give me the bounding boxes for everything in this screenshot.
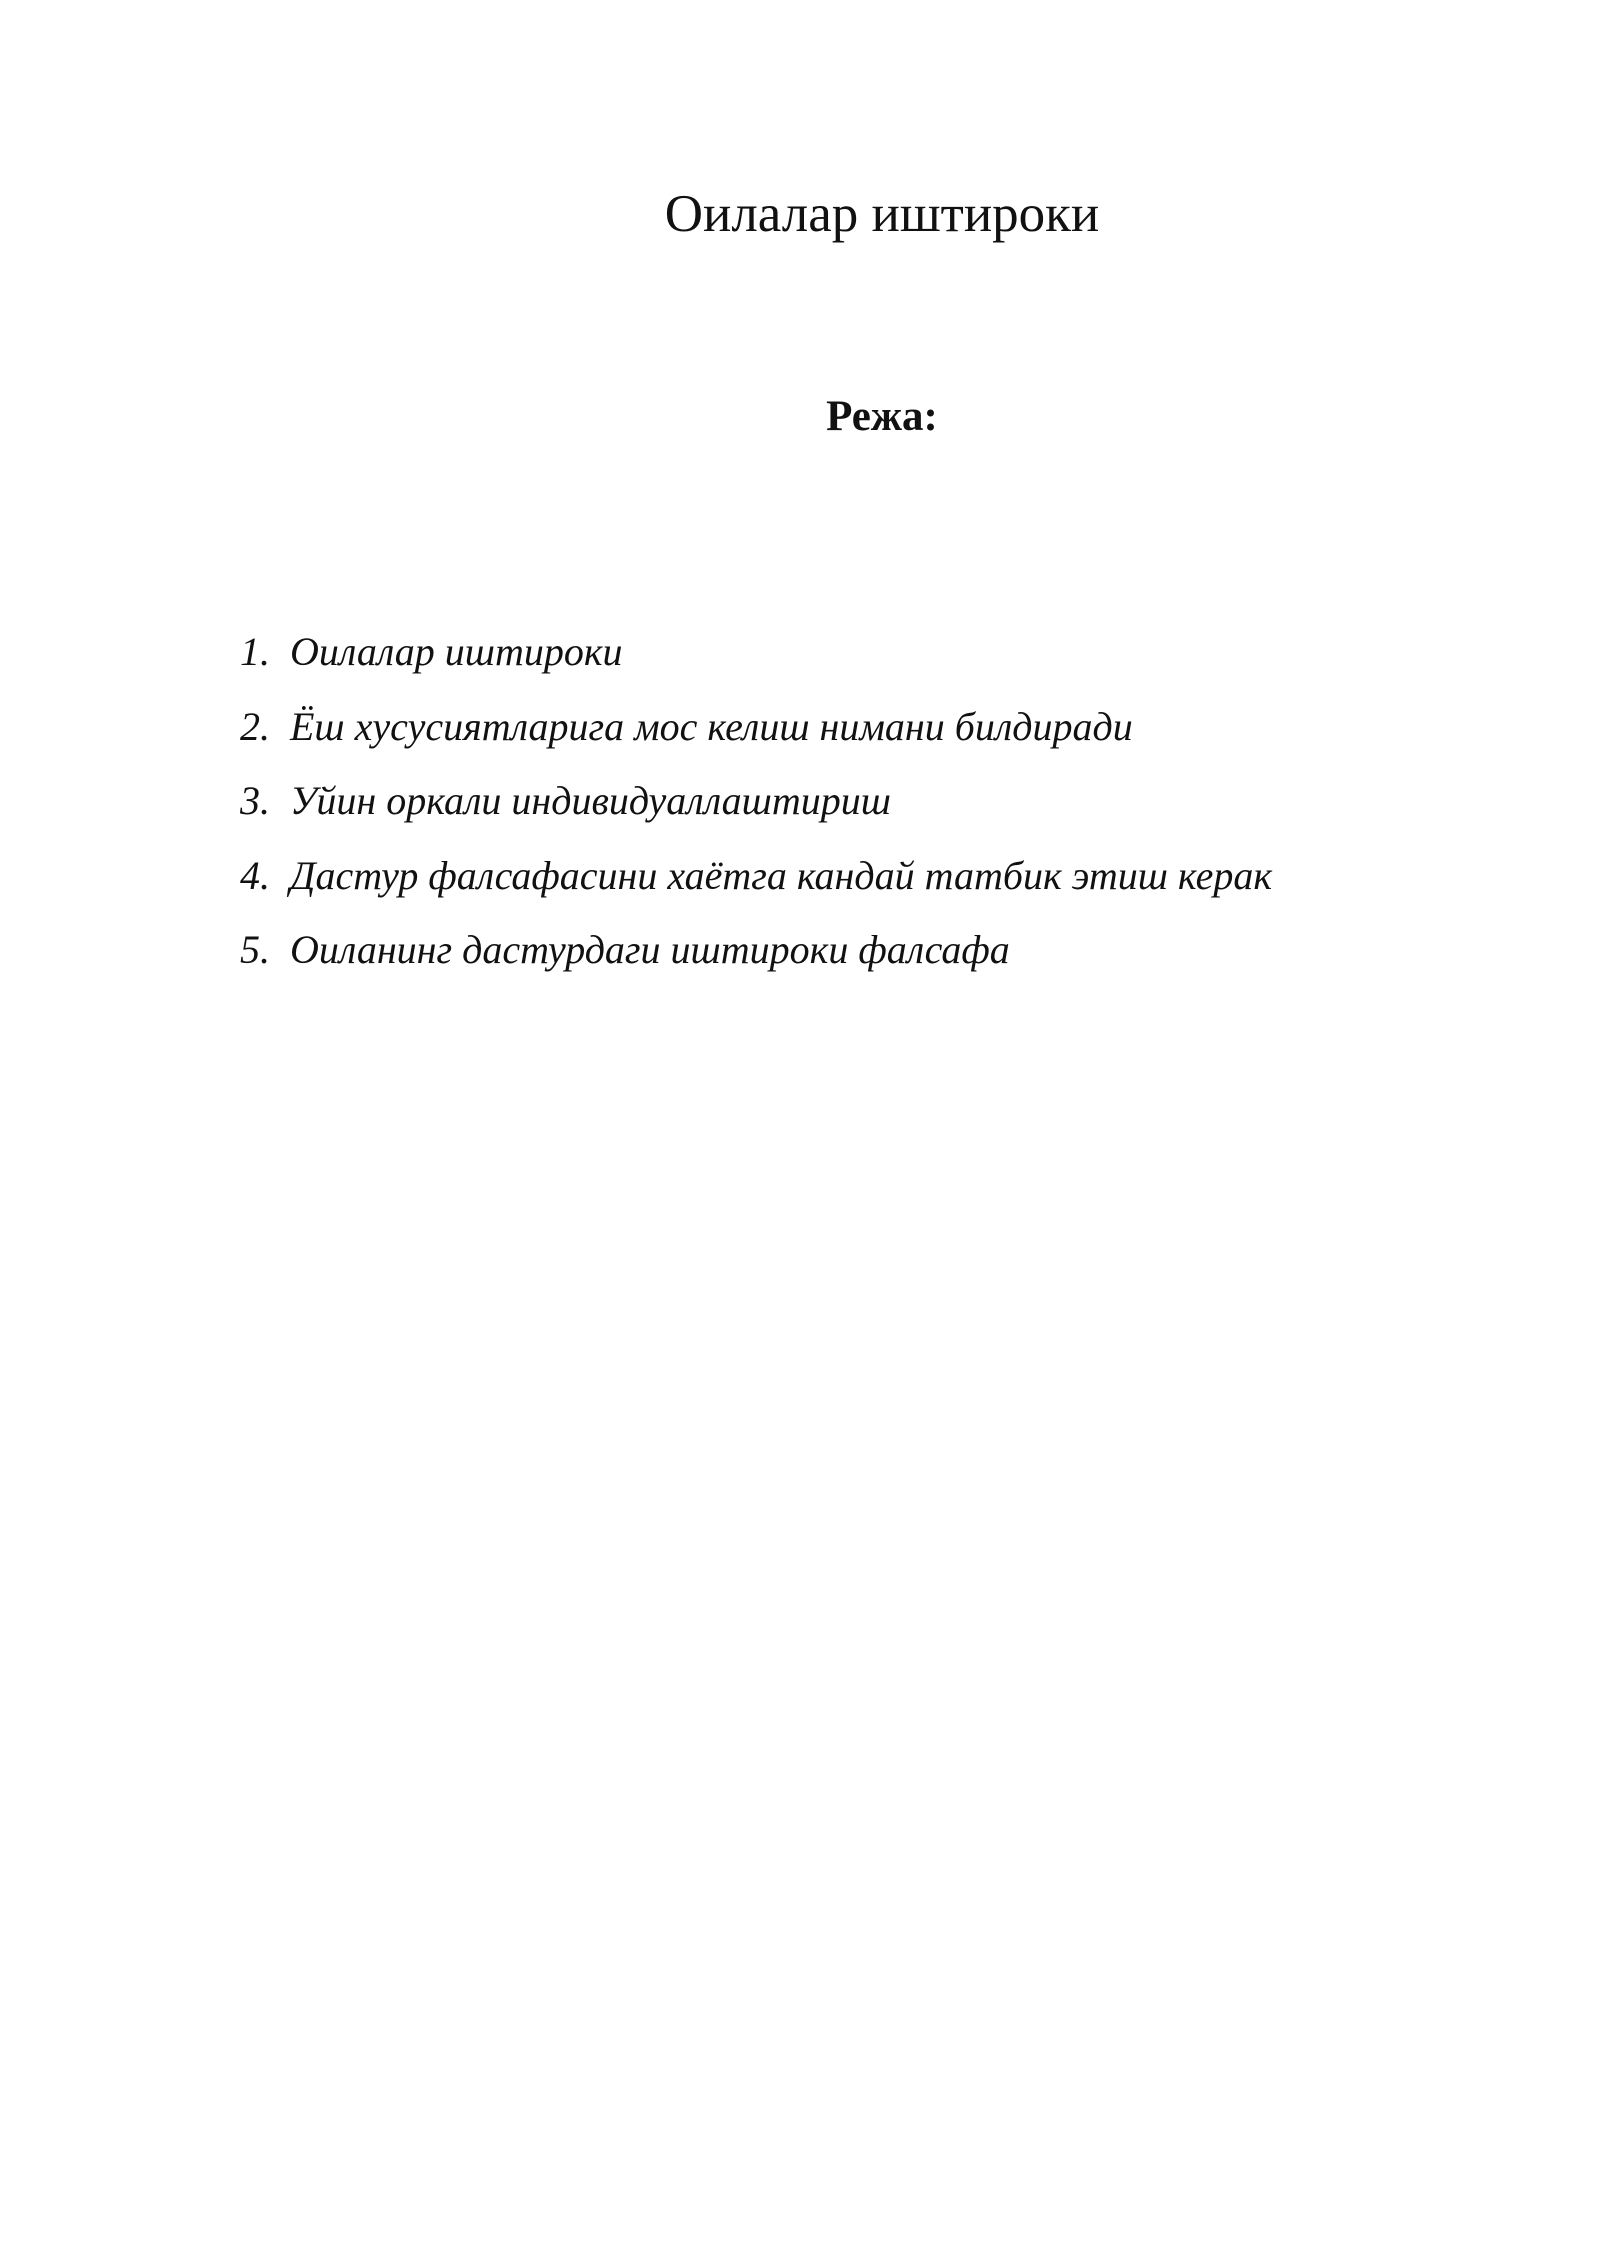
- plan-item: [240, 848, 1272, 923]
- plan-item-text: Ёш хусусиятларига мос келиш нимани билдиради: [290, 703, 1133, 749]
- plan-item-number: 2.: [240, 703, 270, 749]
- plan-item-number: 3.: [240, 778, 270, 823]
- plan-item: [240, 699, 1272, 774]
- plan-item-number: 4.: [240, 852, 270, 898]
- plan-item-number: 5.: [240, 927, 270, 972]
- plan-heading: Режа:: [826, 393, 938, 440]
- plan-item: [240, 773, 1272, 848]
- plan-list: [240, 624, 1272, 997]
- plan-item-text: Оиланинг дастурдаги иштироки фалсафа: [290, 927, 1010, 972]
- plan-item: [240, 922, 1272, 997]
- plan-item-text: Дастур фалсафасини хаётга кандай татбик этиш керак: [290, 852, 1273, 898]
- plan-item-text: Оилалар иштироки: [290, 629, 623, 674]
- page-title: Оилалар иштироки: [664, 185, 1100, 243]
- plan-item-number: 1.: [240, 629, 270, 674]
- plan-item-text: Уйин оркали индивидуаллаштириш: [290, 778, 891, 823]
- plan-item: [240, 624, 1272, 699]
